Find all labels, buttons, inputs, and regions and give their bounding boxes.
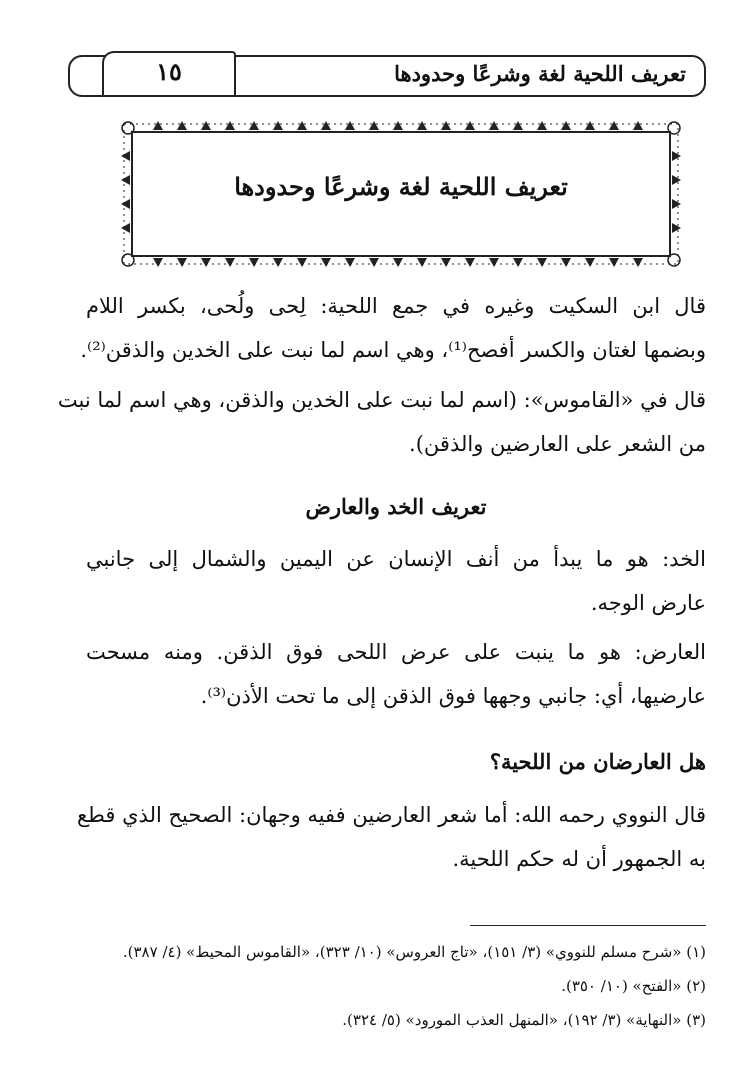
footnote-3: (٣) «النهاية» (٣/ ١٩٢)، «المنهل العذب المورود» (٥/ ٣٢٤). [342,1011,706,1029]
footnote-2: (٢) «الفتح» (١٠/ ٣٥٠). [561,977,706,995]
text-line: قال النووي رحمه الله: أما شعر العارضين ففيه وجهان: الصحيح الذي قطع [77,803,706,827]
paragraph-1 [80,284,706,372]
running-header [68,55,706,97]
text-line: قال في «القاموس»: (اسم لما نبت على الخدين والذقن، وهي اسم لما نبت [57,388,706,412]
subheading-cheek-and-side: تعريف الخد والعارض [305,494,487,519]
page-number: ١٥ [156,57,182,86]
text-line: عارضيها، أي: جانبي وجهها فوق الذقن إلى ما تحت الأذن⁽³⁾. [200,684,706,708]
footnote-1: (١) «شرح مسلم للنووي» (٣/ ١٥١)، «تاج العروس» (١٠/ ٣٢٣)، «القاموس المحيط» (٤/ ٣٨٧). [122,943,706,961]
paragraph-5 [77,793,706,881]
paragraph-4 [86,630,706,718]
text-line: عارض الوجه. [590,591,706,615]
running-header-title: تعريف اللحية لغة وشرعًا وحدودها [394,61,686,86]
text-line: الخد: هو ما يبدأ من أنف الإنسان عن اليمين والشمال إلى جانبي [86,547,706,571]
subheading-are-sides-part-of-beard: هل العارضان من اللحية؟ [489,749,706,774]
paragraph-2 [57,378,706,466]
text-line: وبضمها لغتان والكسر أفصح⁽¹⁾، وهي اسم لما نبت على الخدين والذقن⁽²⁾. [80,338,706,362]
section-title: تعريف اللحية لغة وشرعًا وحدودها [234,172,568,201]
text-line: قال ابن السكيت وغيره في جمع اللحية: لِحى ولُحى، بكسر اللام [86,294,706,318]
footnote-divider [470,925,706,926]
text-line: العارض: هو ما ينبت على عرض اللحى فوق الذقن. ومنه مسحت [86,640,706,664]
paragraph-3 [86,537,706,625]
page-number-tab [102,51,236,95]
text-line: من الشعر على العارضين والذقن). [409,432,706,456]
ornamental-title-frame [118,118,684,270]
text-line: به الجمهور أن له حكم اللحية. [452,847,706,871]
